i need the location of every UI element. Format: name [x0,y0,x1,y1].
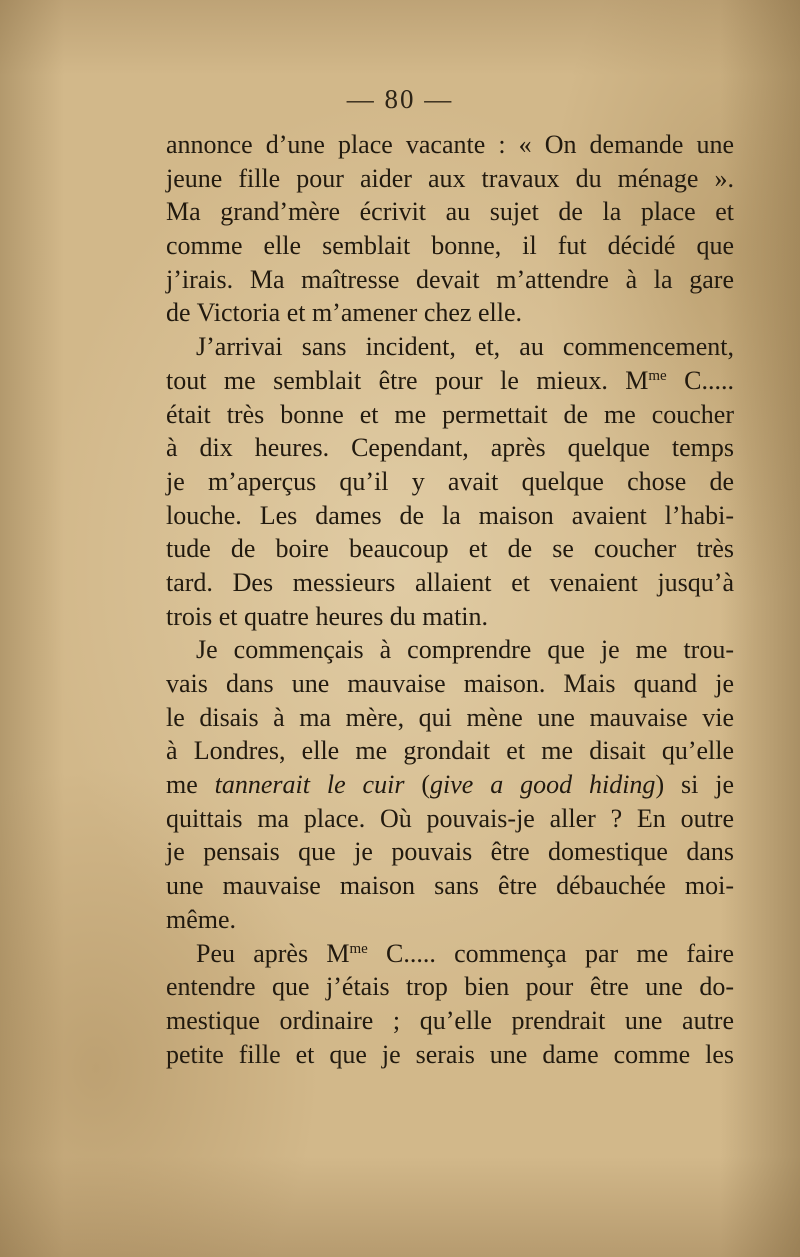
text-span: J’arrivai sans incident, et, au commencement, [196,332,734,362]
text-line [166,431,734,465]
text-span: entendre que j’étais trop bien pour être une do- [166,972,734,1002]
text-span: vais dans une mauvaise maison. Mais quand je [166,669,734,698]
text-span: même. [166,904,237,934]
page-number: — 80 — [346,84,454,114]
text-line [166,903,734,937]
text-line [166,869,734,903]
text-span: comme elle semblait bonne, il fut décidé que [166,231,734,261]
text-span: C..... commença par me faire [367,938,734,968]
text-line [166,1038,734,1072]
text-line [166,263,734,297]
body-text [166,128,734,1071]
text-span: à dix heures. Cependant, après quelque temps [166,433,734,463]
text-line [166,162,734,196]
text-line [166,364,734,398]
text-line [166,600,734,634]
superscript: me [349,940,368,957]
text-line [166,937,734,971]
text-line [166,734,734,768]
text-span: ( [404,770,430,800]
text-line [166,835,734,869]
text-line [166,667,734,701]
text-line [166,128,734,162]
text-line [166,566,734,600]
text-line [166,701,734,735]
text-line [166,768,734,802]
text-span: louche. Les dames de la maison avaient l’habi- [166,500,734,530]
text-span: mestique ordinaire ; qu’elle prendrait une autre [166,1005,734,1035]
italic-phrase: give a good hiding [430,770,656,800]
text-span: le disais à ma mère, qui mène une mauvaise vie [166,702,734,732]
text-span: quittais ma place. Où pouvais-je aller ? En outre [166,803,734,833]
text-line [166,330,734,364]
text-line [166,532,734,566]
text-line [166,1004,734,1038]
text-span: Peu après M [196,938,350,968]
text-span: tard. Des messieurs allaient et venaient jusqu’à [166,567,734,597]
text-span: Je commençais à comprendre que je me trou- [196,635,734,665]
text-line [166,970,734,1004]
text-span: était très bonne et me permettait de me coucher [166,399,734,429]
text-span: tout me semblait être pour le mieux. M [166,365,649,395]
text-span: une mauvaise maison sans être débauchée moi- [166,871,734,901]
text-line [166,633,734,667]
text-line [166,229,734,263]
text-line [166,398,734,432]
text-span: C..... [666,365,735,395]
text-span: petite fille et que je serais une dame comme les [166,1039,734,1069]
text-span: me [166,770,215,800]
text-span: jeune fille pour aider aux travaux du ménage ». [166,163,734,193]
text-span: de Victoria et m’amener chez elle. [166,298,522,328]
text-line [166,465,734,499]
text-span: je pensais que je pouvais être domestique dans [166,837,734,867]
italic-phrase: tannerait le cuir [214,770,405,800]
text-span: à Londres, elle me grondait et me disait qu’elle [166,736,734,766]
text-line [166,296,734,330]
text-span: annonce d’une place vacante : « On demande une [166,130,734,159]
text-span: Ma grand’mère écrivit au sujet de la place et [166,197,734,227]
text-line [166,499,734,533]
text-line [166,195,734,229]
text-span: trois et quatre heures du matin. [166,601,489,631]
superscript: me [648,367,667,384]
text-span: tude de boire beaucoup et de se coucher très [166,534,734,564]
text-span: ) si je [655,770,734,800]
text-line [166,802,734,836]
text-span: j’irais. Ma maîtresse devait m’attendre à la gare [166,264,734,294]
text-span: je m’aperçus qu’il y avait quelque chose de [166,466,734,496]
